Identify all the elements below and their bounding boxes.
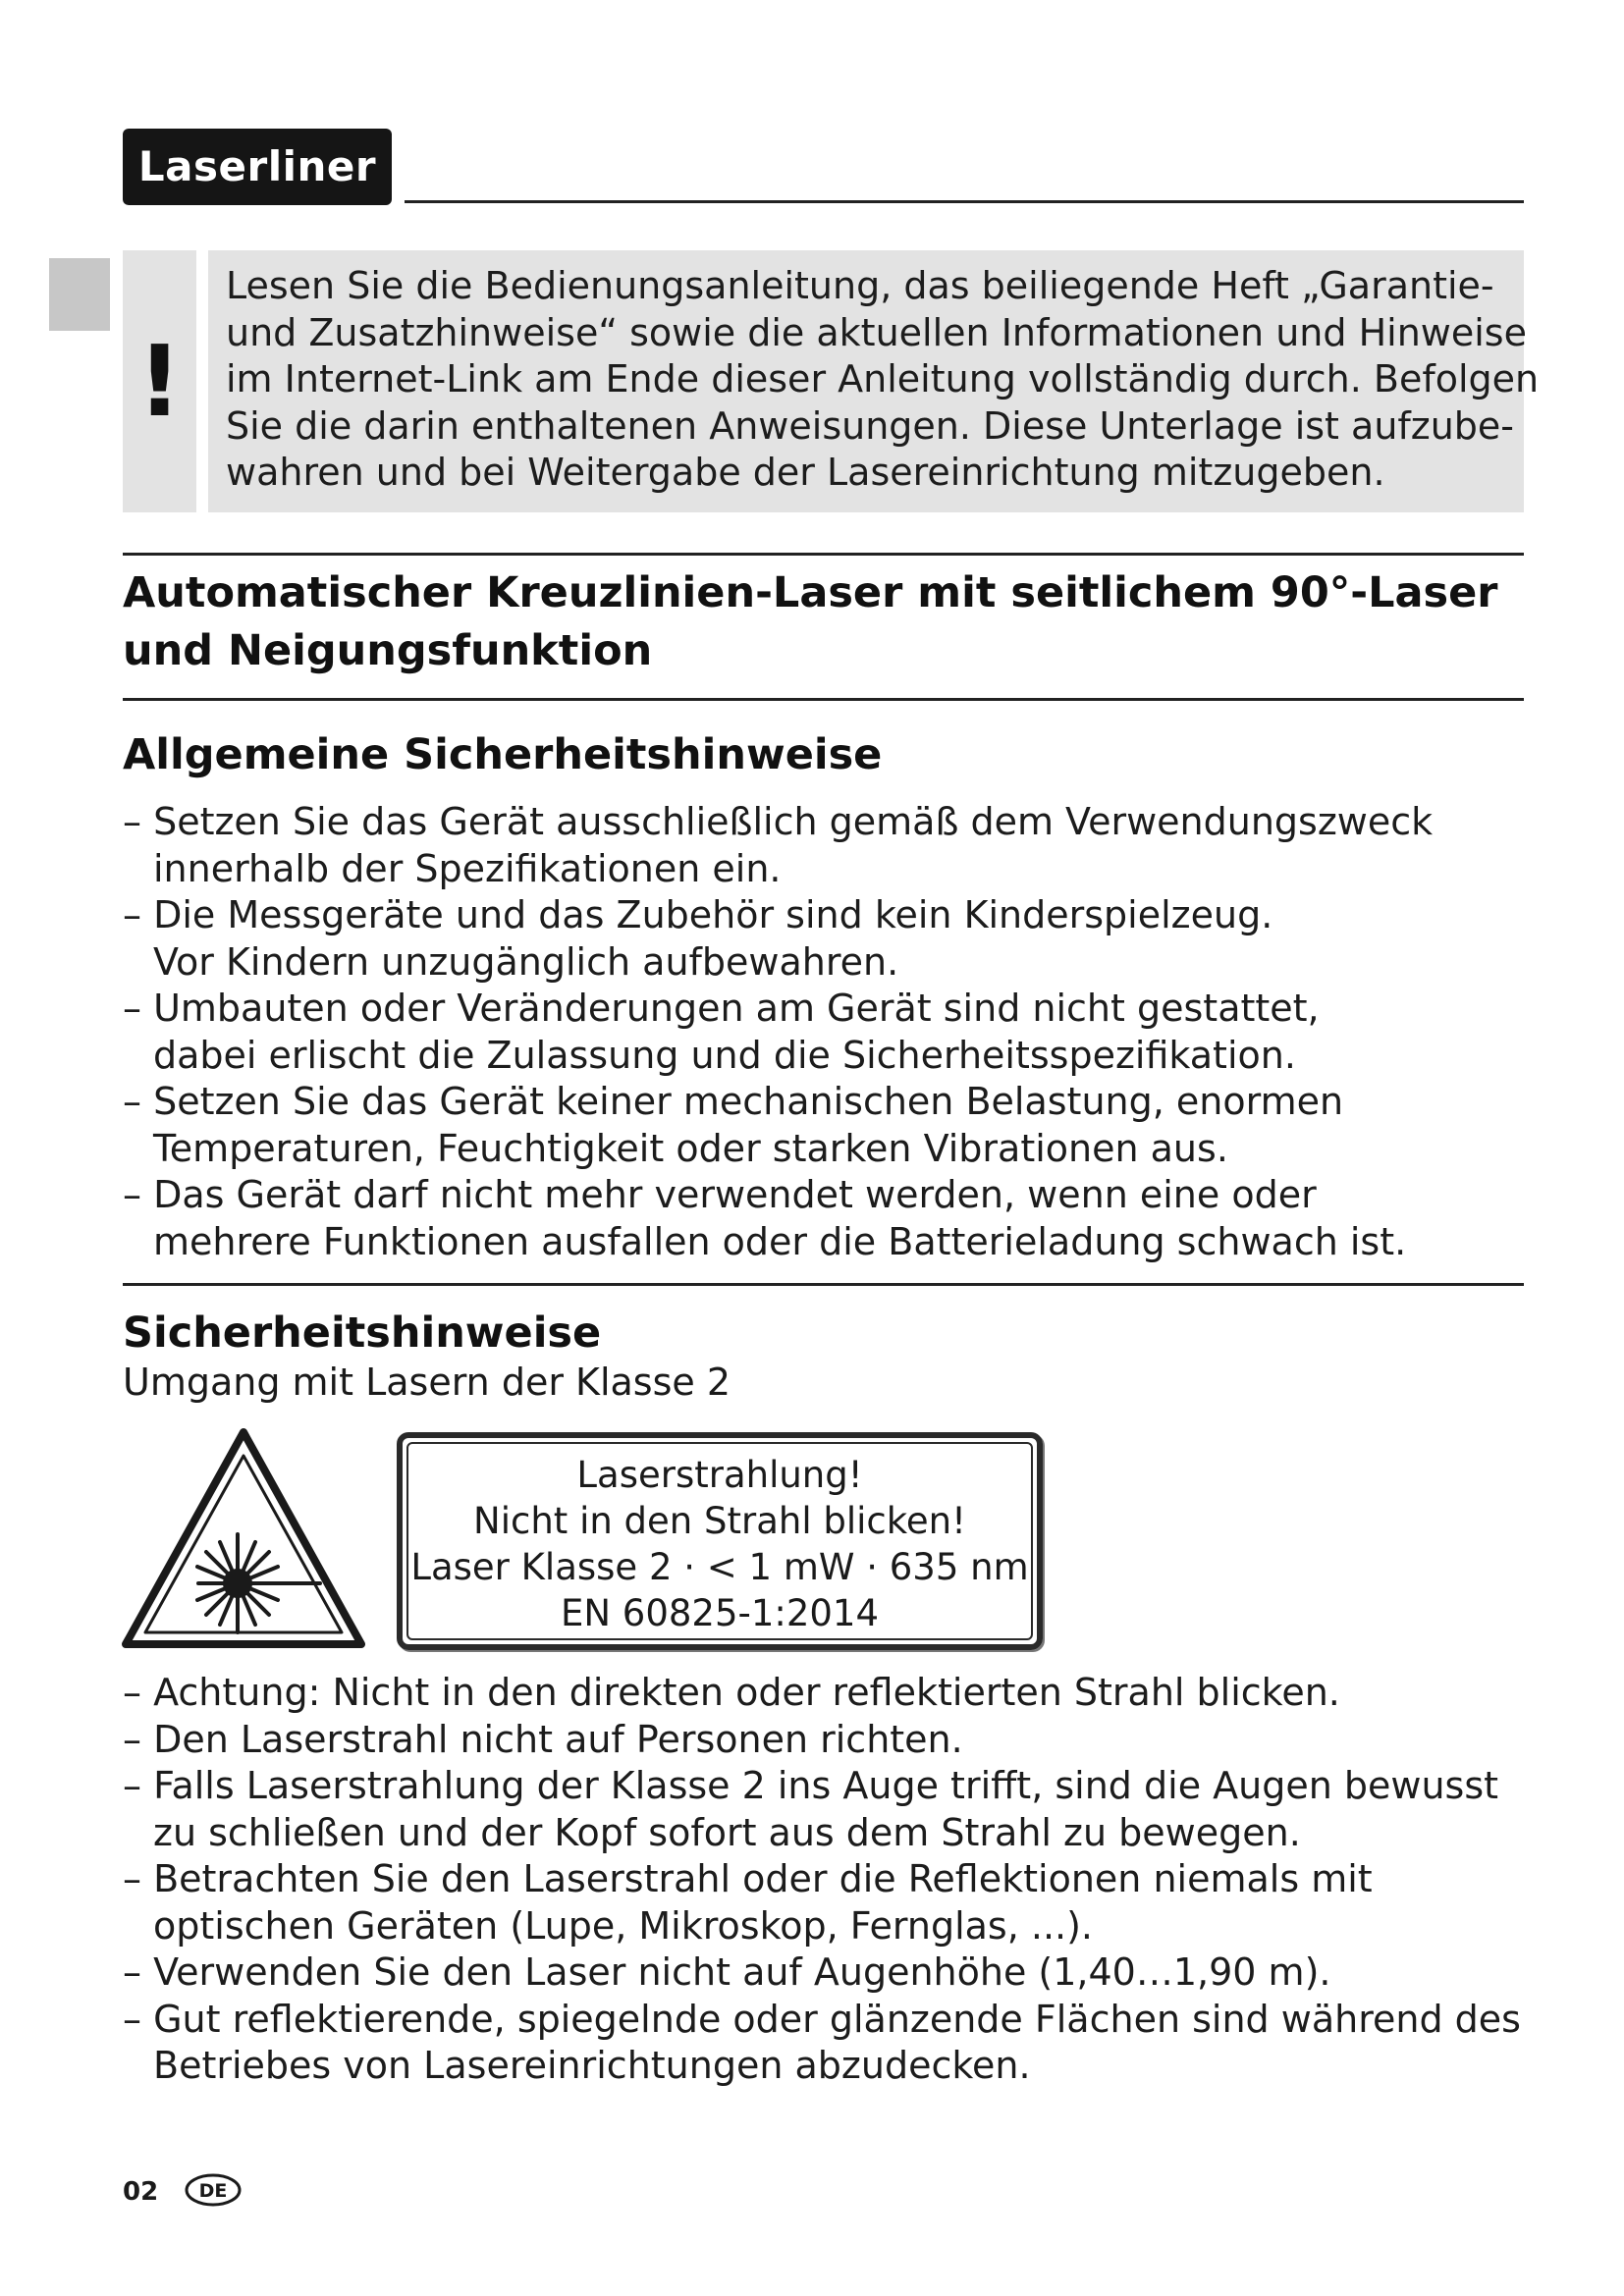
general-safety-list	[123, 799, 1433, 1265]
list-item-text: Betriebes von Lasereinrichtungen abzudecken.	[153, 2044, 1031, 2087]
list-item-text: innerhalb der Spezifikationen ein.	[153, 846, 782, 890]
laser-safety-list	[123, 1670, 1521, 2090]
notice-line: wahren und bei Weitergabe der Lasereinrichtung mitzugeben.	[226, 451, 1385, 494]
label-line: Laserstrahlung!	[576, 1454, 863, 1496]
laser-warning-icon	[120, 1426, 367, 1650]
list-item-text: – Umbauten oder Veränderungen am Gerät sind nicht gestattet,	[123, 987, 1320, 1030]
list-item-text: – Verwenden Sie den Laser nicht auf Augenhöhe (1,40…1,90 m).	[123, 1950, 1331, 1994]
list-item-text: – Gut reflektierende, spiegelnde oder glänzende Flächen sind während des	[123, 1997, 1521, 2041]
language-badge	[184, 2172, 243, 2208]
list-item-text: – Setzen Sie das Gerät ausschließlich gemäß dem Verwendungszweck	[123, 800, 1434, 843]
notice-line: Sie die darin enthaltenen Anweisungen. Diese Unterlage ist aufzube-	[226, 403, 1515, 448]
list-item	[123, 1079, 1433, 1172]
list-item	[123, 1763, 1521, 1856]
brand-logo: Laserliner	[123, 129, 392, 205]
list-item-text: optischen Geräten (Lupe, Mikroskop, Fernglas, ...).	[153, 1903, 1094, 1948]
list-item-text: – Die Messgeräte und das Zubehör sind kein Kinderspielzeug.	[123, 893, 1273, 936]
label-line: EN 60825-1:2014	[560, 1592, 880, 1634]
label-line: Nicht in den Strahl blicken!	[473, 1500, 966, 1542]
list-item-text: – Das Gerät darf nicht mehr verwendet werden, wenn eine oder	[123, 1173, 1317, 1216]
list-item	[123, 892, 1433, 986]
page-title-line: Automatischer Kreuzlinien-Laser mit seitlichem 90°-Laser	[123, 568, 1498, 617]
list-item	[123, 1670, 1521, 1717]
notice-line: und Zusatzhinweise“ sowie die aktuellen Informationen und Hinweise	[226, 310, 1527, 354]
page-title	[123, 564, 1497, 680]
list-item-text: – Falls Laserstrahlung der Klasse 2 ins Auge trifft, sind die Augen bewusst	[123, 1764, 1499, 1807]
section-divider	[123, 1283, 1524, 1286]
page-title-line: und Neigungsfunktion	[123, 626, 653, 675]
list-item-text: Vor Kindern unzugänglich aufbewahren.	[153, 939, 899, 984]
section-divider	[123, 553, 1524, 556]
list-item-text: zu schließen und der Kopf sofort aus dem Strahl zu bewegen.	[153, 1810, 1301, 1854]
exclamation-icon: !	[123, 250, 196, 512]
page-side-marker	[49, 258, 110, 331]
list-item-text: dabei erlischt die Zulassung und die Sicherheitsspezifikation.	[153, 1033, 1296, 1077]
list-item	[123, 1997, 1521, 2090]
label-line: Laser Klasse 2 · < 1 mW · 635 nm	[410, 1546, 1029, 1588]
list-item-text: – Setzen Sie das Gerät keiner mechanischen Belastung, enormen	[123, 1080, 1344, 1123]
language-badge-text: DE	[198, 2180, 228, 2202]
laser-safety-subheading: Umgang mit Lasern der Klasse 2	[123, 1361, 731, 1404]
list-item	[123, 986, 1433, 1079]
list-item	[123, 1856, 1521, 1949]
list-item-text: – Achtung: Nicht in den direkten oder reflektierten Strahl blicken.	[123, 1671, 1340, 1714]
section-divider	[123, 698, 1524, 701]
notice-line: im Internet-Link am Ende dieser Anleitung vollständig durch. Befolgen	[226, 357, 1540, 400]
list-item-text: – Betrachten Sie den Laserstrahl oder die Reflektionen niemals mit	[123, 1857, 1373, 1900]
general-safety-heading: Allgemeine Sicherheitshinweise	[123, 730, 883, 779]
list-item	[123, 799, 1433, 892]
laser-safety-heading: Sicherheitshinweise	[123, 1308, 602, 1358]
notice-box	[208, 250, 1540, 512]
list-item	[123, 1949, 1521, 1997]
list-item-text: Temperaturen, Feuchtigkeit oder starken Vibrationen aus.	[153, 1126, 1228, 1170]
list-item-text: mehrere Funktionen ausfallen oder die Batterieladung schwach ist.	[153, 1219, 1407, 1263]
list-item-text: – Den Laserstrahl nicht auf Personen richten.	[123, 1717, 963, 1761]
laser-warning-label	[397, 1432, 1043, 1650]
header-divider	[405, 200, 1524, 203]
page-number: 02	[123, 2177, 159, 2207]
notice-line: Lesen Sie die Bedienungsanleitung, das beiliegende Heft „Garantie-	[226, 264, 1494, 307]
list-item	[123, 1172, 1433, 1265]
list-item	[123, 1717, 1521, 1764]
